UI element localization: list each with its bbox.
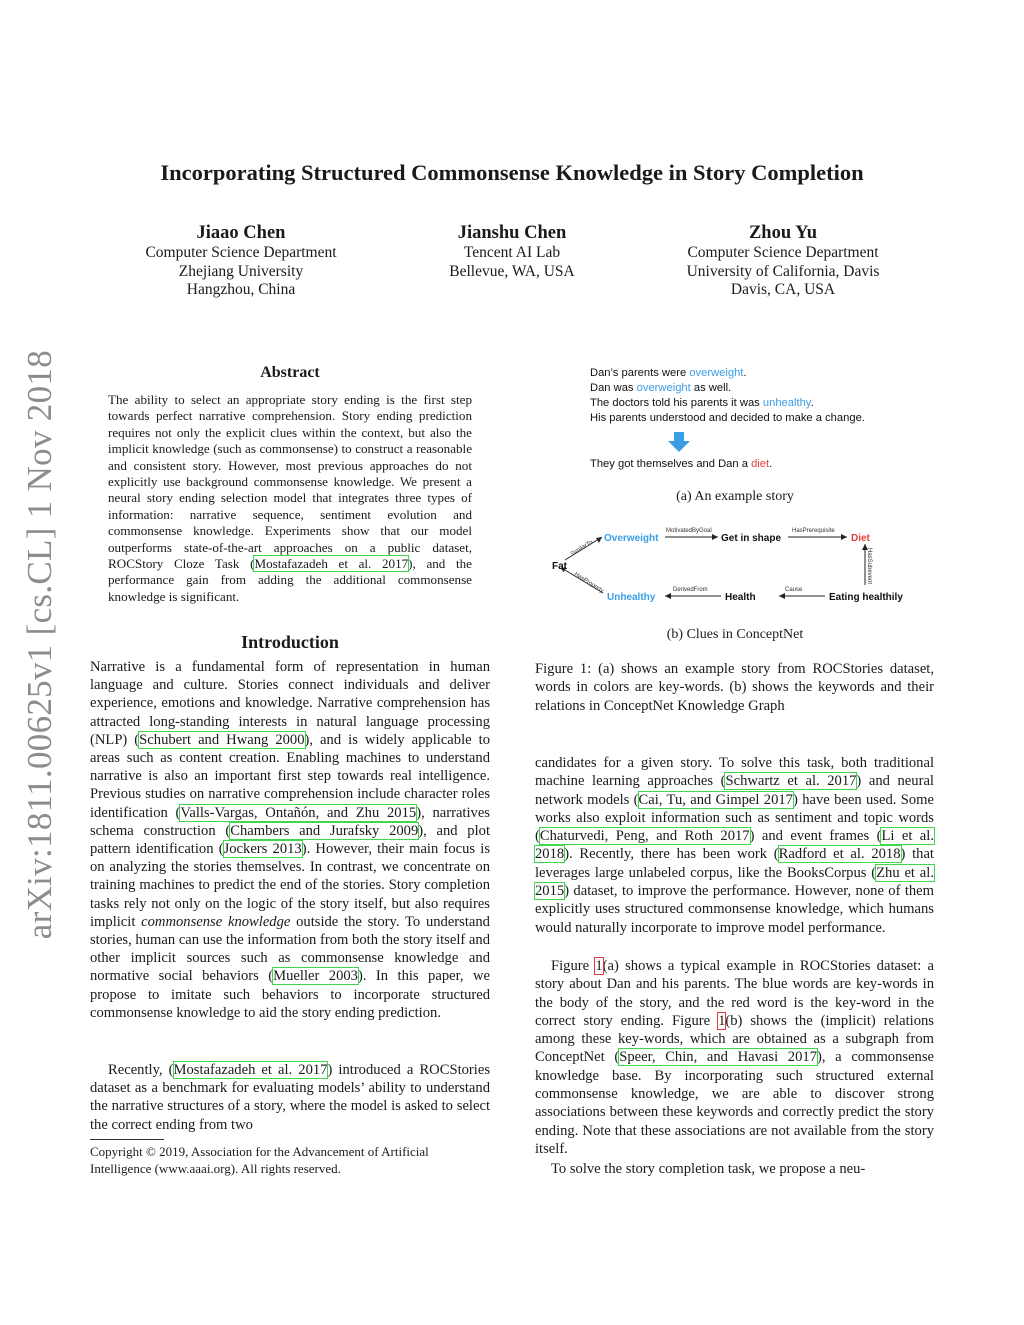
arxiv-identifier-watermark [18, 350, 62, 940]
edge-label-derived-from: DerivedFrom [673, 587, 708, 593]
story-line: His parents understood and decided to make a change. [590, 412, 865, 424]
paper-title: Incorporating Structured Commonsense Knowledge in Story Completion [160, 160, 864, 185]
author-block-2 [412, 222, 612, 281]
arxiv-id-text: arXiv:1811.00625v1 [cs.CL] 1 Nov 2018 [20, 350, 59, 940]
graph-node-overweight: Overweight [604, 533, 659, 544]
figure-reference-link[interactable]: 1 [718, 1012, 726, 1029]
graph-node-eating-healthily: Eating healthily [829, 592, 903, 603]
conceptnet-graph [545, 520, 925, 616]
story-ending: They got themselves and Dan a diet. [590, 458, 773, 470]
author-affiliation: University of California, Davis [686, 262, 880, 280]
citation-link[interactable]: Jockers 2013 [223, 841, 302, 858]
citation-link[interactable]: Valls-Vargas, Ontañón, and Zhu 2015 [180, 804, 417, 821]
right-paragraph-1: candidates for a given story. To solve this task, both traditional machine learning approaches (Schwartz et al. 2017) and neural network models (Cai, Tu, and Gimpel 2017) have been used. Some works also exploit information such as sentiment and topic words (Chaturvedi, Peng, and Roth 2017) and event frames (Li et al. 2018). Recently, there has been work (Radford et al. 2018) that leverages large unlabeled corpus, like the BooksCorpus (Zhu et al. 2015) dataset, to improve the performance. However, none of them explicitly uses structured commonsense knowledge, which humans would naturally incorporate to improve model performance. [535, 755, 934, 936]
author-name: Zhou Yu [748, 223, 818, 243]
story-line: Dan’s parents were overweight. [590, 367, 747, 379]
introduction-heading: Introduction [241, 632, 339, 652]
author-name: Jianshu Chen [457, 223, 567, 243]
abstract-text: The ability to select an appropriate story ending is the first step towards perfect narrative comprehension. Story ending prediction requires not only the explicit clues within the context, but also the implicit knowledge (such as commonsense) to construct a reasonable and consistent story. However, most previous approaches do not explicitly use background commonsense knowledge. We present a neural story ending selection model that integrates three types of information: narrative sequence, sentiment evolution and commonsense knowledge. Experiments show that our model outperforms state-of-the-art approaches on a public dataset, ROCStory Cloze Task (Mostafazadeh et al. 2017), and the performance gain from adding the additional commonsense knowledge is significant. [108, 392, 472, 604]
subfigure-b-caption: (b) Clues in ConceptNet [666, 627, 804, 642]
author-block-3 [650, 222, 916, 300]
right-paragraph-3: To solve the story completion task, we propose a neu- [551, 1161, 866, 1177]
story-line: Dan was overweight as well. [590, 382, 732, 394]
author-block-1 [110, 222, 372, 300]
copyright-footnote: Copyright © 2019, Association for the Advancement of Artificial Intelligence (www.aaai.org). All rights reserved. [90, 1144, 429, 1176]
citation-link[interactable]: Li et al. 2018 [535, 828, 934, 863]
subfigure-a-caption: (a) An example story [676, 489, 794, 504]
figure-reference-link[interactable]: 1 [595, 958, 603, 974]
author-affiliation: Bellevue, WA, USA [449, 262, 575, 280]
citation-link[interactable]: Radford et al. 2018 [778, 846, 901, 863]
citation-link[interactable]: Mueller 2003 [273, 968, 358, 985]
right-paragraph-2: Figure 1(a) shows a typical example in ROCStories dataset: a story about Dan and his parents. The blue words are key-words in the body of the story, and the red word is the key-word in the correct story ending. Figure 1(b) shows the (implicit) relations among these key-words, which are obtained as a subgraph from ConceptNet (Speer, Chin, and Havasi 2017), a commonsense knowledge base. By incorporating such structured external commonsense knowledge, we are able to discover strong associations between these keywords and correctly predict the story ending. Note that these associations are not available from the story itself. [535, 958, 934, 1157]
citation-link[interactable]: Speer, Chin, and Havasi 2017 [619, 1049, 817, 1066]
author-affiliation: Computer Science Department [145, 244, 337, 261]
story-line: The doctors told his parents it was unhealthy. [590, 397, 814, 409]
citation-link[interactable]: Mostafazadeh et al. 2017 [173, 1062, 328, 1078]
down-arrow-icon [668, 432, 690, 452]
graph-node-unhealthy: Unhealthy [607, 592, 656, 603]
edge-label-motivated-by-goal: MotivatedByGoal [666, 528, 712, 534]
citation-link[interactable]: Zhu et al. 2015 [535, 864, 934, 900]
author-affiliation: Davis, CA, USA [730, 281, 836, 298]
citation-link[interactable]: Schwartz et al. 2017 [725, 773, 857, 790]
edge-label-cause: Cause [785, 587, 803, 593]
citation-link[interactable]: Chaturvedi, Peng, and Roth 2017 [539, 828, 750, 845]
intro-paragraph-1: Narrative is a fundamental form of representation in human language and culture. Stories connect individuals and deliver experience, emotions and knowledge. Narrative comprehension has attracted long-standing interests in natural language processing (NLP) (Schubert and Hwang 2000), and is widely applicable to areas such as content creation. Enabling machines to understand narrative is also an important first step towards real intelligence. Previous studies on narrative comprehension include character roles identification (Valls-Vargas, Ontañón, and Zhu 2015), narratives schema construction (Chambers and Jurafsky 2009), and plot pattern identification (Jockers 2013). However, their main focus is on analyzing the stories themselves. In contrast, we concentrate on training machines to predict the end of the stories. Story completion tasks rely not only on the logic of the story itself, but also requires implicit commonsense knowledge outside the story. To understand stories, human can use the information from both the story itself and other implicit sources such as commonsense knowledge and normative social behaviors (Mueller 2003). In this paper, we propose to imitate such behaviors to incorporate structured commonsense knowledge to aid the story ending prediction. [90, 659, 491, 1021]
citation-link[interactable]: Schubert and Hwang 2000 [139, 731, 305, 748]
citation-link[interactable]: Cai, Tu, and Gimpel 2017 [638, 791, 793, 808]
graph-node-diet: Diet [851, 533, 870, 544]
intro-paragraph-2: Recently, (Mostafazadeh et al. 2017) introduced a ROCStories dataset as a benchmark for evaluating models’ ability to understand the narrative structures of a story, where the model is asked to select the correct ending from two [90, 1062, 490, 1133]
edge-label-similar-to: SimilarTo [569, 539, 594, 558]
abstract-heading: Abstract [260, 364, 320, 381]
citation-link[interactable]: Chambers and Jurafsky 2009 [230, 822, 419, 839]
author-affiliation: Computer Science Department [687, 244, 879, 261]
example-story [590, 366, 865, 426]
author-affiliation: Hangzhou, China [186, 281, 296, 298]
figure-1-caption: Figure 1: (a) shows an example story from ROCStories dataset, words in colors are key-words. (b) shows the keywords and their relations in ConceptNet Knowledge Graph [535, 661, 934, 714]
edge-label-has-subevent: HasSubevent [866, 548, 872, 585]
edge-label-has-property: HasProperty [572, 571, 605, 595]
author-name: Jiaao Chen [196, 223, 286, 243]
author-affiliation: Tencent AI Lab [463, 244, 561, 261]
graph-node-get-in-shape: Get in shape [721, 533, 782, 544]
footnote-divider [90, 1139, 164, 1140]
citation-link[interactable]: Mostafazadeh et al. 2017 [254, 556, 409, 572]
author-affiliation: Zhejiang University [178, 262, 304, 280]
edge-label-has-prerequisite: HasPrerequisite [792, 528, 835, 534]
graph-node-health: Health [725, 592, 756, 603]
graph-node-fat: Fat [552, 561, 567, 572]
